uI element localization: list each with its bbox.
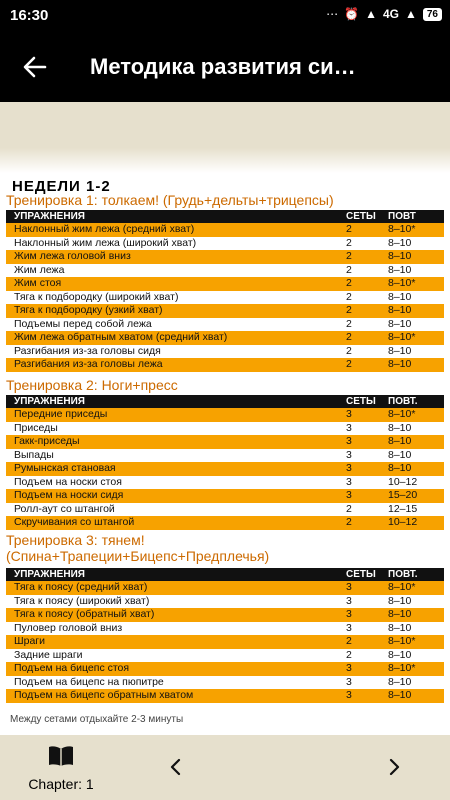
more-icon: ⋯ [326, 7, 339, 21]
sets-value: 2 [346, 648, 352, 661]
table-row [6, 649, 444, 663]
exercise-name: Румынская становая [14, 462, 116, 474]
table-header [6, 568, 444, 581]
table-row [6, 462, 444, 476]
weeks-title: НЕДЕЛИ 1-2 [12, 178, 111, 195]
sets-value: 2 [346, 344, 352, 357]
next-button[interactable] [385, 755, 405, 779]
app-bar [0, 32, 450, 102]
table-row [6, 408, 444, 422]
footnote: Между сетами отдыхайте 2-3 минуты [10, 714, 184, 725]
reps-value: 8–10* [388, 223, 416, 235]
table-row [6, 503, 444, 517]
reps-value: 8–10 [388, 317, 412, 330]
status-icons [326, 7, 442, 21]
page-title: Методика развития си… [90, 54, 356, 79]
document-page [0, 148, 450, 735]
header-sets: СЕТЫ [346, 396, 376, 407]
reps-value: 8–10* [388, 581, 416, 593]
exercise-name: Тяга к подбородку (узкий хват) [14, 304, 163, 316]
exercise-name: Подъем на носки сидя [14, 489, 124, 501]
workout-3-subtitle: (Спина+Трапеции+Бицепс+Предплечья) [6, 548, 270, 564]
table-header [6, 210, 444, 223]
header-exercises: УПРАЖНЕНИЯ [14, 396, 85, 407]
table-row [6, 689, 444, 703]
sets-value: 2 [346, 277, 352, 289]
exercise-name: Разгибания из-за головы лежа [14, 358, 163, 370]
sets-value: 3 [346, 448, 352, 461]
table-row [6, 277, 444, 291]
battery-icon: 76 [423, 8, 442, 21]
exercise-name: Ролл-аут со штангой [14, 502, 115, 515]
table-row [6, 223, 444, 237]
exercise-name: Подъем на бицепс обратным хватом [14, 689, 194, 701]
workout-3-title: Тренировка 3: тянем! [6, 532, 145, 548]
sets-value: 2 [346, 250, 352, 262]
chevron-left-icon [169, 758, 181, 776]
reps-value: 8–10 [388, 675, 412, 688]
exercise-name: Пуловер головой вниз [14, 621, 123, 634]
page-top-fade [0, 148, 450, 173]
exercise-name: Тяга к подбородку (широкий хват) [14, 290, 179, 303]
reps-value: 8–10 [388, 462, 412, 474]
reps-value: 8–10 [388, 236, 412, 249]
exercise-name: Выпады [14, 448, 54, 461]
sets-value: 3 [346, 581, 352, 593]
sets-value: 3 [346, 462, 352, 474]
table-row [6, 358, 444, 372]
workout-2-table [6, 395, 444, 530]
signal-icon: ▲ [365, 7, 377, 21]
table-row [6, 250, 444, 264]
reps-value: 8–10 [388, 250, 412, 262]
table-row [6, 291, 444, 305]
table-header [6, 395, 444, 408]
bottom-bar [0, 735, 450, 800]
table-row [6, 237, 444, 251]
previous-button[interactable] [165, 755, 185, 779]
reps-value: 8–10 [388, 621, 412, 634]
header-sets: СЕТЫ [346, 569, 376, 580]
sets-value: 3 [346, 621, 352, 634]
reps-value: 8–10 [388, 421, 412, 434]
wifi-icon: ▲ [404, 7, 417, 21]
exercise-name: Жим стоя [14, 277, 62, 289]
exercise-name: Тяга к поясу (средний хват) [14, 581, 148, 593]
header-reps: ПОВТ [388, 211, 416, 222]
header-reps: ПОВТ. [388, 396, 418, 407]
sets-value: 2 [346, 263, 352, 276]
header-sets: СЕТЫ [346, 211, 376, 222]
exercise-name: Жим лежа [14, 263, 65, 276]
sets-value: 2 [346, 516, 352, 528]
exercise-name: Жим лежа обратным хватом (средний хват) [14, 331, 228, 343]
exercise-name: Гакк-приседы [14, 435, 80, 447]
table-row [6, 304, 444, 318]
reps-value: 8–10 [388, 304, 412, 316]
table-row [6, 449, 444, 463]
reps-value: 8–10 [388, 263, 412, 276]
reps-value: 8–10* [388, 635, 416, 647]
table-row [6, 662, 444, 676]
table-row [6, 345, 444, 359]
reps-value: 12–15 [388, 502, 418, 515]
header-exercises: УПРАЖНЕНИЯ [14, 211, 85, 222]
reps-value: 8–10 [388, 435, 412, 447]
sets-value: 2 [346, 290, 352, 303]
exercise-name: Подъемы перед собой лежа [14, 317, 152, 330]
table-row [6, 422, 444, 436]
exercise-name: Подъем на носки стоя [14, 475, 122, 488]
reps-value: 8–10 [388, 608, 412, 620]
sets-value: 3 [346, 662, 352, 674]
sets-value: 3 [346, 675, 352, 688]
table-row [6, 622, 444, 636]
sets-value: 3 [346, 489, 352, 501]
table-row [6, 476, 444, 490]
table-row [6, 489, 444, 503]
header-reps: ПОВТ. [388, 569, 418, 580]
book-icon [47, 745, 75, 767]
alarm-icon: ⏰ [344, 7, 360, 21]
sets-value: 2 [346, 331, 352, 343]
back-button[interactable] [18, 52, 52, 82]
workout-2-title: Тренировка 2: Ноги+пресс [6, 377, 178, 393]
sets-value: 3 [346, 421, 352, 434]
exercise-name: Скручивания со штангой [14, 516, 135, 528]
reps-value: 8–10 [388, 358, 412, 370]
reps-value: 8–10* [388, 408, 416, 420]
reps-value: 8–10* [388, 662, 416, 674]
reps-value: 8–10 [388, 290, 412, 303]
reps-value: 15–20 [388, 489, 418, 501]
exercise-name: Подъем на бицепс стоя [14, 662, 130, 674]
workout-3-table [6, 568, 444, 703]
exercise-name: Наклонный жим лежа (широкий хват) [14, 236, 197, 249]
exercise-name: Приседы [14, 421, 58, 434]
reps-value: 8–10 [388, 689, 412, 701]
reps-value: 8–10* [388, 277, 416, 289]
chapter-label: Chapter: 1 [28, 776, 94, 792]
exercise-name: Жим лежа головой вниз [14, 250, 131, 262]
reps-value: 10–12 [388, 516, 418, 528]
exercise-name: Тяга к поясу (широкий хват) [14, 594, 150, 607]
exercise-name: Наклонный жим лежа (средний хват) [14, 223, 195, 235]
sets-value: 2 [346, 502, 352, 515]
exercise-name: Шраги [14, 635, 45, 647]
sets-value: 2 [346, 236, 352, 249]
table-row [6, 676, 444, 690]
sets-value: 3 [346, 435, 352, 447]
table-row [6, 516, 444, 530]
sets-value: 2 [346, 304, 352, 316]
table-row [6, 635, 444, 649]
sets-value: 2 [346, 358, 352, 370]
network-type: 4G [382, 7, 399, 21]
reps-value: 10–12 [388, 475, 418, 488]
table-row [6, 595, 444, 609]
table-row [6, 318, 444, 332]
table-row [6, 435, 444, 449]
chevron-right-icon [389, 758, 401, 776]
status-bar [0, 0, 450, 32]
workout-1-title: Тренировка 1: толкаем! (Грудь+дельты+трицепсы) [6, 192, 334, 208]
reps-value: 8–10* [388, 331, 416, 343]
arrow-left-icon [23, 56, 47, 78]
table-row [6, 331, 444, 345]
sets-value: 2 [346, 223, 352, 235]
exercise-name: Тяга к поясу (обратный хват) [14, 608, 155, 620]
reps-value: 8–10 [388, 594, 412, 607]
sets-value: 3 [346, 689, 352, 701]
exercise-name: Разгибания из-за головы сидя [14, 344, 161, 357]
sets-value: 2 [346, 635, 352, 647]
sets-value: 3 [346, 408, 352, 420]
sets-value: 3 [346, 608, 352, 620]
workout-1-table [6, 210, 444, 372]
header-exercises: УПРАЖНЕНИЯ [14, 569, 85, 580]
sets-value: 2 [346, 317, 352, 330]
status-time: 16:30 [10, 7, 49, 24]
sets-value: 3 [346, 475, 352, 488]
sets-value: 3 [346, 594, 352, 607]
exercise-name: Подъем на бицепс на пюпитре [14, 675, 164, 688]
reps-value: 8–10 [388, 648, 412, 661]
table-row [6, 608, 444, 622]
table-row [6, 264, 444, 278]
table-row [6, 581, 444, 595]
reps-value: 8–10 [388, 448, 412, 461]
chapter-button[interactable] [20, 745, 102, 792]
exercise-name: Передние приседы [14, 408, 108, 420]
reps-value: 8–10 [388, 344, 412, 357]
exercise-name: Задние шраги [14, 648, 83, 661]
